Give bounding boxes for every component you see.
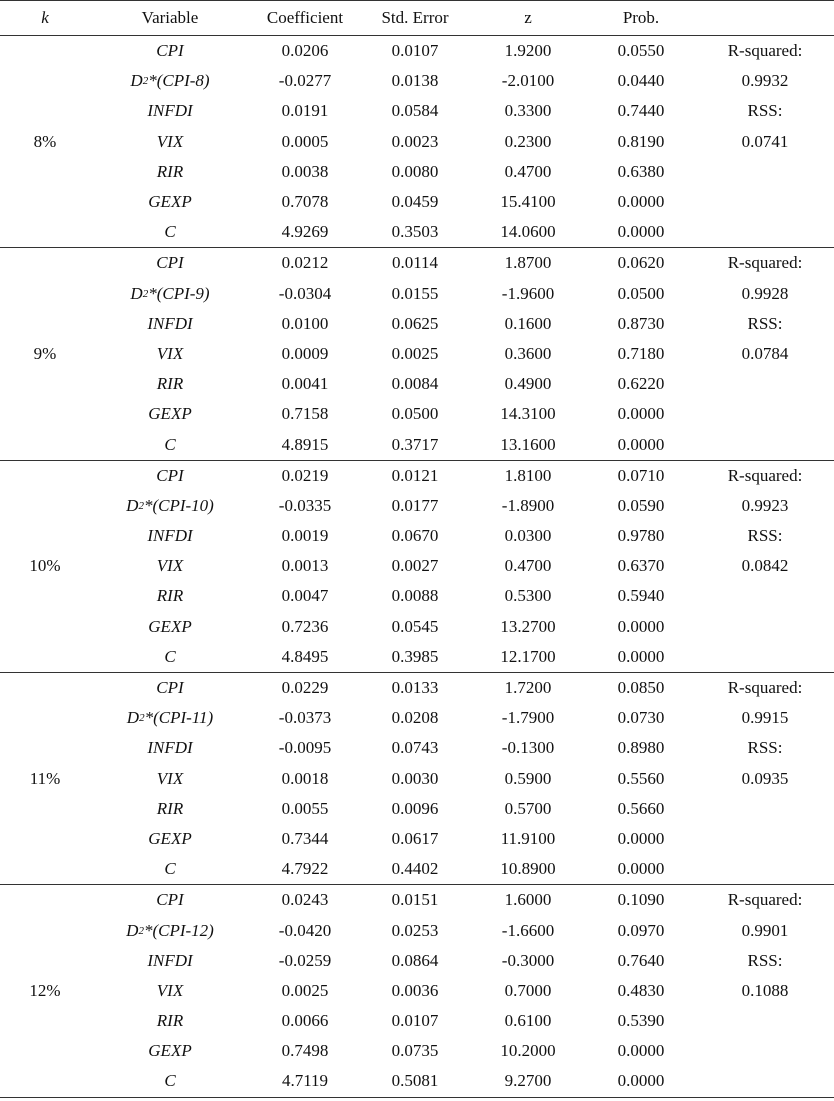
z-cell: 0.6100 — [504, 1011, 552, 1031]
variable-cell: D 2 *(CPI-12) — [126, 920, 214, 940]
k-value: 9% — [33, 343, 57, 363]
z-cell: 13.2700 — [500, 616, 556, 636]
z-cell: 0.5900 — [504, 768, 552, 788]
fit-stats — [696, 673, 834, 884]
coefficient-cell: 0.0219 — [281, 465, 329, 485]
header-variable: Variable — [141, 8, 199, 27]
variable-prefix: D — [126, 495, 139, 515]
table-row — [90, 854, 696, 884]
std-error-cell: 0.0500 — [391, 404, 439, 424]
coefficient-cell: -0.0373 — [278, 708, 332, 728]
variable-suffix: *(CPI-9) — [148, 283, 210, 303]
coefficient-cell: 0.0041 — [281, 374, 329, 394]
std-error-cell: 0.0155 — [391, 283, 439, 303]
variable-cell: GEXP — [148, 404, 192, 424]
z-cell: 0.4700 — [504, 161, 552, 181]
prob-cell: 0.5390 — [617, 1011, 665, 1031]
coefficient-cell: 4.8495 — [281, 646, 329, 666]
prob-cell: 0.0000 — [617, 1071, 665, 1091]
prob-cell: 0.0000 — [617, 404, 665, 424]
variable-cell: CPI — [156, 253, 184, 273]
coefficient-cell: 0.7344 — [281, 828, 329, 848]
header-std-error: Std. Error — [381, 8, 449, 27]
prob-cell: 0.8980 — [617, 738, 665, 758]
variable-suffix: *(CPI-12) — [143, 920, 214, 940]
std-error-cell: 0.0253 — [391, 920, 439, 940]
prob-cell: 0.0440 — [617, 71, 665, 91]
z-cell: 9.2700 — [504, 1071, 552, 1091]
z-cell: -1.8900 — [501, 495, 555, 515]
variable-cell: D 2 *(CPI-11) — [126, 708, 214, 728]
std-error-cell: 0.0735 — [391, 1041, 439, 1061]
table-row — [90, 66, 696, 96]
z-cell: 1.7200 — [504, 678, 552, 698]
variable-cell: INFDI — [147, 738, 193, 758]
table-row — [90, 581, 696, 611]
stat-label: R-squared: — [727, 465, 803, 485]
table-group — [0, 36, 834, 248]
table-group — [0, 673, 834, 885]
std-error-cell: 0.0617 — [391, 828, 439, 848]
variable-cell: D 2 *(CPI-10) — [126, 495, 214, 515]
std-error-cell: 0.0080 — [391, 161, 439, 181]
std-error-cell: 0.0864 — [391, 950, 439, 970]
table-row — [90, 703, 696, 733]
fit-stats — [696, 248, 834, 459]
fit-stats — [696, 461, 834, 672]
coefficient-cell: 0.0100 — [281, 313, 329, 333]
std-error-cell: 0.0114 — [391, 253, 439, 273]
prob-cell: 0.7440 — [617, 101, 665, 121]
variable-cell: D 2 *(CPI-9) — [130, 283, 210, 303]
coefficient-cell: 0.7498 — [281, 1041, 329, 1061]
stat-label: RSS: — [747, 738, 783, 758]
prob-cell: 0.0710 — [617, 465, 665, 485]
prob-cell: 0.0000 — [617, 616, 665, 636]
std-error-cell: 0.0133 — [391, 678, 439, 698]
table-row — [90, 794, 696, 824]
stat-label: R-squared: — [727, 890, 803, 910]
variable-prefix: D — [126, 708, 140, 728]
z-cell: 10.8900 — [500, 859, 556, 879]
variable-cell: C — [164, 434, 176, 454]
prob-cell: 0.4830 — [617, 980, 665, 1000]
std-error-cell: 0.0138 — [391, 71, 439, 91]
z-cell: 0.7000 — [504, 980, 552, 1000]
variable-cell: GEXP — [148, 1041, 192, 1061]
table-row — [90, 642, 696, 672]
z-cell: -2.0100 — [501, 71, 555, 91]
z-cell: 0.5300 — [504, 586, 552, 606]
group-rows — [90, 673, 696, 884]
std-error-cell: 0.0084 — [391, 374, 439, 394]
variable-cell: RIR — [156, 1011, 184, 1031]
table-row — [90, 491, 696, 521]
std-error-cell: 0.0743 — [391, 738, 439, 758]
variable-cell: GEXP — [148, 616, 192, 636]
table-row — [90, 733, 696, 763]
std-error-cell: 0.5081 — [391, 1071, 439, 1091]
header-k: k — [41, 8, 49, 27]
z-cell: 1.6000 — [504, 890, 552, 910]
k-value: 12% — [29, 980, 61, 1000]
table-row — [90, 36, 696, 66]
prob-cell: 0.0850 — [617, 678, 665, 698]
variable-cell: RIR — [156, 586, 184, 606]
table-header — [0, 0, 834, 36]
coefficient-cell: 0.0066 — [281, 1011, 329, 1031]
coefficient-cell: -0.0095 — [278, 738, 332, 758]
std-error-cell: 0.0030 — [391, 768, 439, 788]
variable-suffix: *(CPI-11) — [144, 708, 214, 728]
variable-prefix: D — [126, 920, 139, 940]
std-error-cell: 0.3985 — [391, 646, 439, 666]
coefficient-cell: 4.9269 — [281, 222, 329, 242]
table-body — [0, 36, 834, 1098]
table-row — [90, 399, 696, 429]
coefficient-cell: 0.0212 — [281, 253, 329, 273]
variable-cell: INFDI — [147, 101, 193, 121]
table-row — [90, 551, 696, 581]
variable-prefix: D — [130, 71, 143, 91]
prob-cell: 0.0590 — [617, 495, 665, 515]
table-row — [90, 885, 696, 915]
std-error-cell: 0.0027 — [391, 556, 439, 576]
std-error-cell: 0.3717 — [391, 434, 439, 454]
stat-value: 0.1088 — [741, 980, 789, 1000]
group-rows — [90, 248, 696, 459]
variable-cell: VIX — [156, 556, 184, 576]
std-error-cell: 0.0121 — [391, 465, 439, 485]
coefficient-cell: -0.0277 — [278, 71, 332, 91]
std-error-cell: 0.4402 — [391, 859, 439, 879]
table-row — [90, 248, 696, 278]
variable-cell: VIX — [156, 768, 184, 788]
std-error-cell: 0.0459 — [391, 192, 439, 212]
variable-cell: VIX — [156, 343, 184, 363]
std-error-cell: 0.0107 — [391, 41, 439, 61]
variable-cell: C — [164, 222, 176, 242]
coefficient-cell: 0.7078 — [281, 192, 329, 212]
std-error-cell: 0.0177 — [391, 495, 439, 515]
prob-cell: 0.0000 — [617, 434, 665, 454]
z-cell: 1.8100 — [504, 465, 552, 485]
group-rows — [90, 36, 696, 247]
group-rows — [90, 461, 696, 672]
z-cell: 13.1600 — [500, 434, 556, 454]
variable-cell: D 2 *(CPI-8) — [130, 71, 210, 91]
prob-cell: 0.0970 — [617, 920, 665, 940]
z-cell: 0.4900 — [504, 374, 552, 394]
variable-cell: RIR — [156, 798, 184, 818]
coefficient-cell: 0.0018 — [281, 768, 329, 788]
z-cell: 0.2300 — [504, 131, 552, 151]
k-value: 8% — [33, 131, 57, 151]
table-group — [0, 461, 834, 673]
table-row — [90, 187, 696, 217]
table-row — [90, 1036, 696, 1066]
table-row — [90, 1066, 696, 1096]
table-row — [90, 461, 696, 491]
fit-stats — [696, 885, 834, 1096]
variable-cell: VIX — [156, 980, 184, 1000]
stat-label: RSS: — [747, 101, 783, 121]
table-row — [90, 764, 696, 794]
stat-value: 0.9928 — [741, 283, 789, 303]
stat-label: R-squared: — [727, 41, 803, 61]
stat-label: R-squared: — [727, 678, 803, 698]
stat-value: 0.0741 — [741, 131, 789, 151]
prob-cell: 0.0000 — [617, 828, 665, 848]
prob-cell: 0.6380 — [617, 161, 665, 181]
coefficient-cell: 0.0009 — [281, 343, 329, 363]
z-cell: -1.7900 — [501, 708, 555, 728]
std-error-cell: 0.0625 — [391, 313, 439, 333]
variable-cell: C — [164, 1071, 176, 1091]
coefficient-cell: 0.0025 — [281, 980, 329, 1000]
stat-value: 0.0784 — [741, 343, 789, 363]
stat-label: RSS: — [747, 313, 783, 333]
std-error-cell: 0.0670 — [391, 526, 439, 546]
coefficient-cell: 0.0206 — [281, 41, 329, 61]
variable-cell: RIR — [156, 161, 184, 181]
prob-cell: 0.8190 — [617, 131, 665, 151]
prob-cell: 0.0000 — [617, 222, 665, 242]
z-cell: -0.3000 — [501, 950, 555, 970]
z-cell: 0.4700 — [504, 556, 552, 576]
table-row — [90, 217, 696, 247]
fit-stats — [696, 36, 834, 247]
variable-cell: CPI — [156, 890, 184, 910]
z-cell: 12.1700 — [500, 646, 556, 666]
prob-cell: 0.0550 — [617, 41, 665, 61]
table-row — [90, 339, 696, 369]
coefficient-cell: 0.0191 — [281, 101, 329, 121]
stat-value: 0.9901 — [741, 920, 789, 940]
coefficient-cell: 0.0013 — [281, 556, 329, 576]
table-row — [90, 612, 696, 642]
variable-cell: CPI — [156, 465, 184, 485]
group-rows — [90, 885, 696, 1096]
table-row — [90, 521, 696, 551]
variable-cell: INFDI — [147, 526, 193, 546]
table-row — [90, 96, 696, 126]
table-row — [90, 429, 696, 459]
coefficient-cell: 0.0055 — [281, 798, 329, 818]
z-cell: 0.5700 — [504, 798, 552, 818]
prob-cell: 0.5560 — [617, 768, 665, 788]
std-error-cell: 0.0096 — [391, 798, 439, 818]
variable-cell: RIR — [156, 374, 184, 394]
z-cell: 0.0300 — [504, 526, 552, 546]
variable-cell: INFDI — [147, 313, 193, 333]
header-prob: Prob. — [622, 8, 660, 27]
stat-value: 0.9915 — [741, 708, 789, 728]
k-value: 11% — [29, 768, 61, 788]
prob-cell: 0.0000 — [617, 859, 665, 879]
stat-value: 0.9923 — [741, 495, 789, 515]
z-cell: 0.1600 — [504, 313, 552, 333]
prob-cell: 0.8730 — [617, 313, 665, 333]
header-z: z — [524, 8, 532, 27]
table-row — [90, 369, 696, 399]
coefficient-cell: -0.0335 — [278, 495, 332, 515]
prob-cell: 0.5940 — [617, 586, 665, 606]
variable-prefix: D — [130, 283, 143, 303]
variable-cell: CPI — [156, 41, 184, 61]
prob-cell: 0.0000 — [617, 646, 665, 666]
z-cell: 10.2000 — [500, 1041, 556, 1061]
stat-label: RSS: — [747, 950, 783, 970]
z-cell: 0.3300 — [504, 101, 552, 121]
stat-value: 0.9932 — [741, 71, 789, 91]
coefficient-cell: 4.7119 — [281, 1071, 329, 1091]
prob-cell: 0.0000 — [617, 192, 665, 212]
coefficient-cell: 0.7236 — [281, 616, 329, 636]
coefficient-cell: 0.0005 — [281, 131, 329, 151]
prob-cell: 0.0730 — [617, 708, 665, 728]
prob-cell: 0.0500 — [617, 283, 665, 303]
variable-cell: VIX — [156, 131, 184, 151]
z-cell: -0.1300 — [501, 738, 555, 758]
table-group — [0, 885, 834, 1097]
prob-cell: 0.5660 — [617, 798, 665, 818]
std-error-cell: 0.0151 — [391, 890, 439, 910]
coefficient-cell: 4.8915 — [281, 434, 329, 454]
table-row — [90, 976, 696, 1006]
z-cell: -1.6600 — [501, 920, 555, 940]
prob-cell: 0.7180 — [617, 343, 665, 363]
std-error-cell: 0.0107 — [391, 1011, 439, 1031]
table-group — [0, 248, 834, 460]
coefficient-cell: 0.0019 — [281, 526, 329, 546]
std-error-cell: 0.0088 — [391, 586, 439, 606]
table-row — [90, 824, 696, 854]
std-error-cell: 0.0545 — [391, 616, 439, 636]
table-row — [90, 946, 696, 976]
coefficient-cell: 0.0243 — [281, 890, 329, 910]
prob-cell: 0.0000 — [617, 1041, 665, 1061]
variable-suffix: *(CPI-10) — [143, 495, 214, 515]
coefficient-cell: 0.0047 — [281, 586, 329, 606]
coefficient-cell: 0.0038 — [281, 161, 329, 181]
header-coefficient: Coefficient — [266, 8, 344, 27]
z-cell: 0.3600 — [504, 343, 552, 363]
z-cell: -1.9600 — [501, 283, 555, 303]
table-row — [90, 279, 696, 309]
prob-cell: 0.1090 — [617, 890, 665, 910]
coefficient-cell: 0.7158 — [281, 404, 329, 424]
prob-cell: 0.6220 — [617, 374, 665, 394]
coefficient-cell: -0.0420 — [278, 920, 332, 940]
coefficient-cell: 0.0229 — [281, 678, 329, 698]
std-error-cell: 0.3503 — [391, 222, 439, 242]
table-row — [90, 1006, 696, 1036]
variable-cell: INFDI — [147, 950, 193, 970]
std-error-cell: 0.0023 — [391, 131, 439, 151]
std-error-cell: 0.0036 — [391, 980, 439, 1000]
variable-cell: CPI — [156, 678, 184, 698]
std-error-cell: 0.0208 — [391, 708, 439, 728]
z-cell: 1.8700 — [504, 253, 552, 273]
variable-suffix: *(CPI-8) — [148, 71, 210, 91]
prob-cell: 0.6370 — [617, 556, 665, 576]
variable-cell: GEXP — [148, 828, 192, 848]
table-row — [90, 915, 696, 945]
coefficient-cell: -0.0259 — [278, 950, 332, 970]
std-error-cell: 0.0584 — [391, 101, 439, 121]
stat-value: 0.0935 — [741, 768, 789, 788]
z-cell: 11.9100 — [500, 828, 556, 848]
stat-label: R-squared: — [727, 253, 803, 273]
variable-cell: C — [164, 859, 176, 879]
prob-cell: 0.7640 — [617, 950, 665, 970]
coefficient-cell: 4.7922 — [281, 859, 329, 879]
table-row — [90, 309, 696, 339]
stat-value: 0.0842 — [741, 556, 789, 576]
table-row — [90, 673, 696, 703]
variable-cell: C — [164, 646, 176, 666]
z-cell: 1.9200 — [504, 41, 552, 61]
z-cell: 15.4100 — [500, 192, 556, 212]
z-cell: 14.3100 — [500, 404, 556, 424]
prob-cell: 0.0620 — [617, 253, 665, 273]
z-cell: 14.0600 — [500, 222, 556, 242]
variable-cell: GEXP — [148, 192, 192, 212]
coefficient-cell: -0.0304 — [278, 283, 332, 303]
stat-label: RSS: — [747, 526, 783, 546]
k-value: 10% — [29, 556, 61, 576]
table-row — [90, 127, 696, 157]
prob-cell: 0.9780 — [617, 526, 665, 546]
std-error-cell: 0.0025 — [391, 343, 439, 363]
table-row — [90, 157, 696, 187]
